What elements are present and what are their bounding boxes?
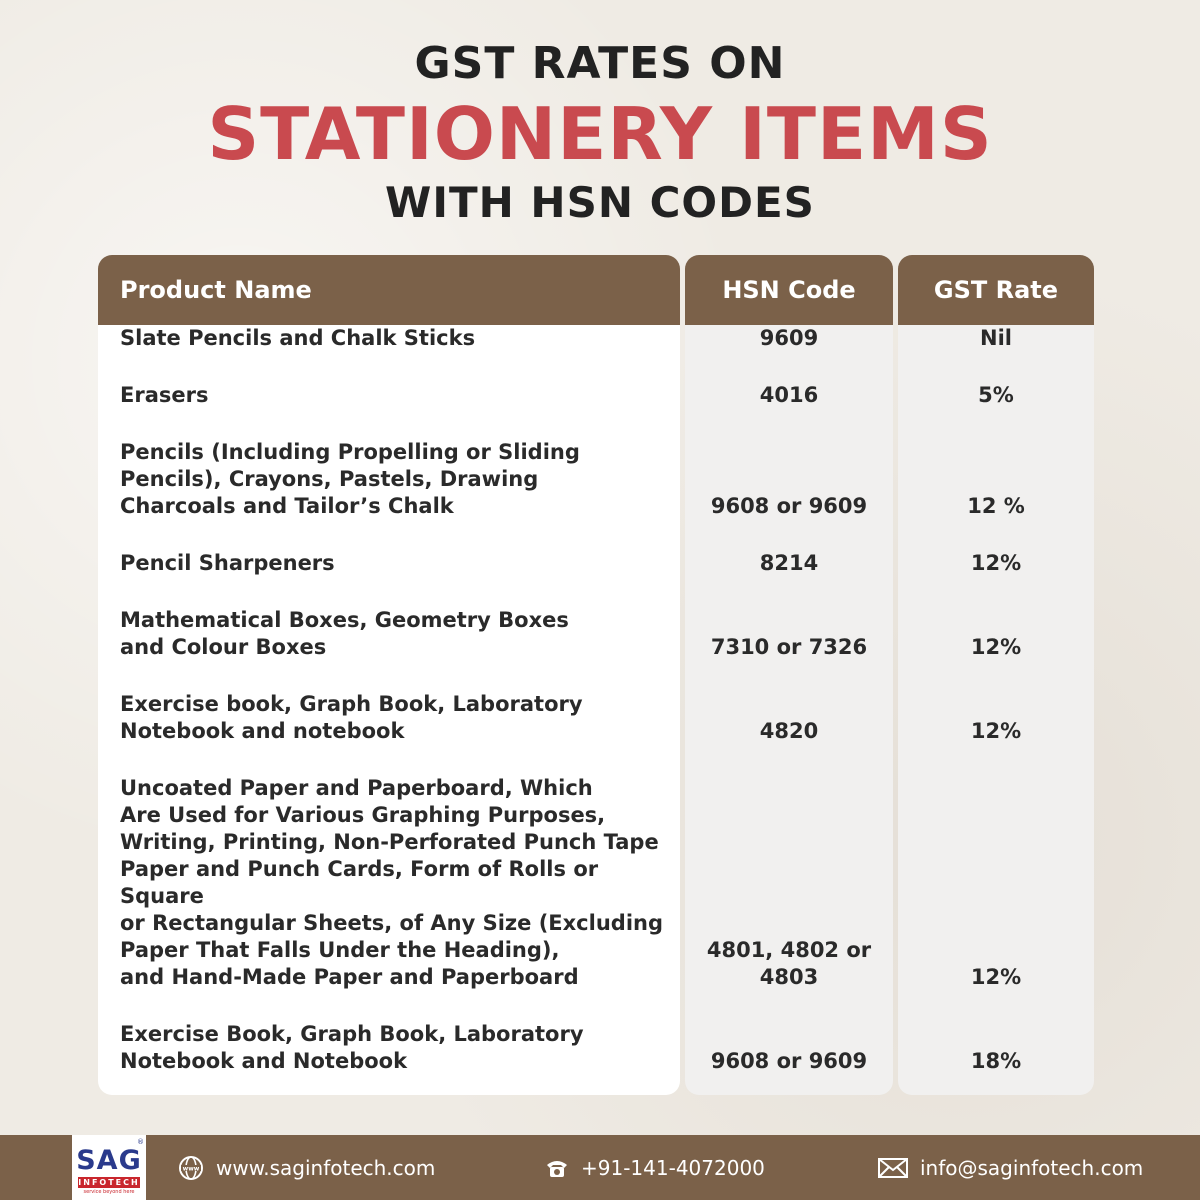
table-row	[98, 775, 1094, 991]
phone-text: +91-141-4072000	[581, 1155, 765, 1180]
header-gst-rate: GST Rate	[898, 255, 1094, 325]
gst-rate-cell: Nil	[980, 326, 1012, 350]
envelope-icon	[878, 1158, 908, 1178]
gst-rate-cell: 18%	[970, 1049, 1022, 1073]
table-row	[98, 382, 1094, 409]
title-line-3: WITH HSN CODES	[385, 178, 815, 227]
hsn-code-cell: 9609	[759, 326, 819, 350]
table-row	[98, 439, 1094, 520]
gst-rate-cell: 5%	[978, 383, 1014, 407]
hsn-code-cell: 8214	[759, 551, 819, 575]
header-hsn-code: HSN Code	[685, 255, 893, 325]
title-line-2: STATIONERY ITEMS	[207, 92, 993, 176]
hsn-code-cell: 4016	[759, 383, 819, 407]
header-product-name: Product Name	[98, 255, 680, 325]
logo-sub-text: INFOTECH	[78, 1178, 140, 1187]
email-link[interactable]	[878, 1135, 1143, 1200]
gst-rate-cell: 12%	[970, 551, 1022, 575]
email-text: info@saginfotech.com	[920, 1155, 1144, 1180]
website-text: www.saginfotech.com	[216, 1155, 436, 1180]
product-name-cell: Pencil Sharpeners	[120, 551, 335, 575]
table-row	[98, 1021, 1094, 1075]
gst-rate-cell: 12%	[970, 965, 1022, 989]
hsn-code-cell: 9608 or 9609	[710, 1049, 868, 1073]
logo-tagline: service beyond here	[83, 1189, 135, 1195]
phone-link[interactable]	[545, 1135, 765, 1200]
footer-bar	[0, 1135, 1200, 1200]
phone-icon	[545, 1157, 569, 1179]
sag-infotech-logo[interactable]	[72, 1135, 146, 1200]
table-row	[98, 550, 1094, 577]
gst-rate-cell: 12%	[970, 719, 1022, 743]
website-link[interactable]	[178, 1135, 435, 1200]
product-name-cell: Mathematical Boxes, Geometry Boxes and Colour Boxes	[120, 608, 569, 659]
product-name-cell: Pencils (Including Propelling or Sliding Pencils), Crayons, Pastels, Drawing Charcoals and Tailor’s Chalk	[120, 440, 580, 518]
product-name-cell: Uncoated Paper and Paperboard, Which Are Used for Various Graphing Purposes, Writing, Printing, Non-Perforated Punch Tape Paper and Punch Cards, Form of Rolls or Square or Rectangular Sheets, of Any Size (Excluding Paper That Falls Under the Heading), and Hand-Made Paper and Paperboard	[120, 776, 663, 989]
gst-rate-cell: 12%	[970, 635, 1022, 659]
gst-rate-cell: 12 %	[967, 494, 1025, 518]
title-line-1: GST RATES ON	[414, 38, 786, 89]
table-row	[98, 691, 1094, 745]
hsn-code-cell: 7310 or 7326	[710, 635, 868, 659]
logo-main-text: SAG	[76, 1145, 142, 1176]
table-row	[98, 325, 1094, 352]
globe-icon	[178, 1155, 204, 1181]
product-name-cell: Exercise Book, Graph Book, Laboratory Notebook and Notebook	[120, 1022, 584, 1073]
hsn-code-cell: 4801, 4802 or 4803	[706, 938, 872, 989]
hsn-code-cell: 9608 or 9609	[710, 494, 868, 518]
product-name-cell: Erasers	[120, 383, 209, 407]
registered-mark: ®	[137, 1138, 144, 1146]
product-name-cell: Exercise book, Graph Book, Laboratory Notebook and notebook	[120, 692, 583, 743]
product-name-cell: Slate Pencils and Chalk Sticks	[120, 326, 476, 350]
svg-text:www: www	[182, 1165, 200, 1172]
table-body	[98, 325, 1094, 1105]
table-row	[98, 607, 1094, 661]
hsn-code-cell: 4820	[759, 719, 819, 743]
